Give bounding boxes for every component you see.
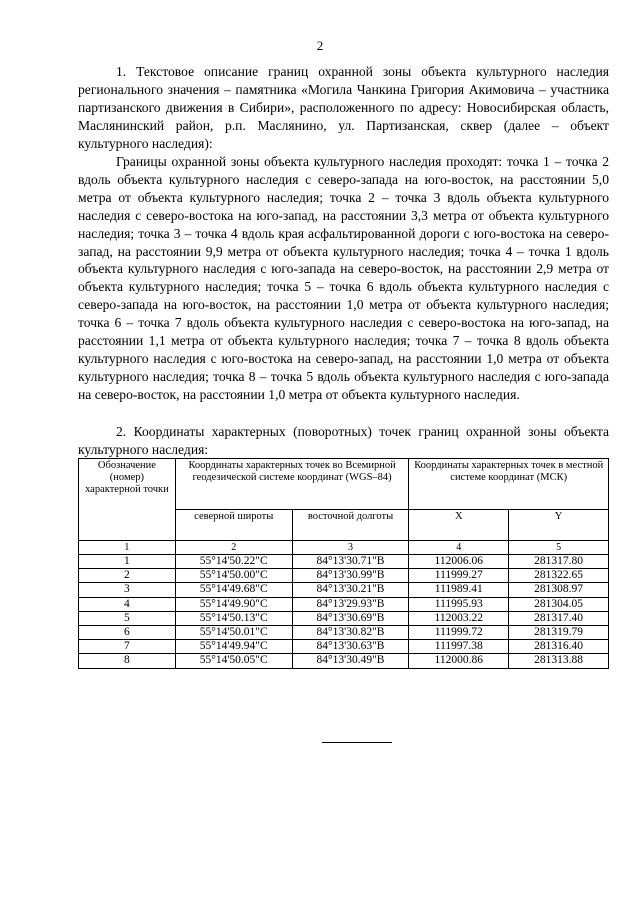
point-number: 6 — [79, 626, 176, 640]
y-value: 281319.79 — [509, 626, 609, 640]
latitude-value: 55°14'50.13"С — [175, 611, 292, 625]
longitude-value: 84°13'29.93"В — [292, 597, 409, 611]
longitude-value: 84°13'30.21"В — [292, 583, 409, 597]
table-row — [79, 640, 609, 654]
point-number: 3 — [79, 583, 176, 597]
paragraph: 1. Текстовое описание границ охранной зоны объекта культурного наследия регионального значения – памятника «Могила Чанкина Григория Акимовича – участника партизанского движения в Сибири», расположенного по адресу: Новосибирская область, Маслянинский район, р.п. Маслянино, ул. Партизанская, сквер (далее – объект культурного наследия): — [78, 64, 609, 151]
y-value: 281308.97 — [509, 583, 609, 597]
x-value: 111995.93 — [409, 597, 509, 611]
header-y: Y — [509, 510, 609, 541]
paragraph: Границы охранной зоны объекта культурного наследия проходят: точка 1 – точка 2 вдоль объекта культурного наследия с северо-запада на юго-восток, на расстоянии 5,0 метра от объекта культурного наследия; точка 2 – точка 3 вдоль объекта культурного наследия с северо-востока на юго-запад, на расстоянии 3,3 метра от объекта культурного наследия; точка 3 – точка 4 вдоль края асфальтированной дороги с юго-востока на северо-запад, на расстоянии 9,9 метра от объекта культурного наследия; точка 4 – точка 1 вдоль объекта культурного наследия с юго-запада на северо-восток, на расстоянии 2,9 метра от объекта культурного наследия; точка 5 – точка 6 вдоль объекта культурного наследия с северо-запада на юго-восток, на расстоянии 1,0 метра от объекта культурного наследия; точка 6 – точка 7 вдоль объекта культурного наследия с северо-востока на юго-запад, на расстоянии 1,1 метра от объекта культурного наследия; точка 7 – точка 8 вдоль объекта культурного наследия с юго-востока на северо-запад, на расстоянии 1,0 метра от объекта культурного наследия; точка 8 – точка 5 вдоль объекта культурного наследия с юго-запада на северо-восток, на расстоянии 1,0 метра от объекта культурного наследия. — [78, 154, 609, 402]
y-value: 281322.65 — [509, 569, 609, 583]
table-row — [79, 611, 609, 625]
table-row — [79, 569, 609, 583]
end-divider-line — [322, 742, 392, 743]
y-value: 281317.40 — [509, 611, 609, 625]
table-row — [79, 654, 609, 668]
y-value: 281313.88 — [509, 654, 609, 668]
paragraph-text-description — [78, 63, 609, 153]
point-number: 2 — [79, 569, 176, 583]
header-wgs84: Координаты характерных точек во Всемирной геодезической системе координат (WGS–84) — [175, 459, 409, 510]
longitude-value: 84°13'30.82"В — [292, 626, 409, 640]
point-number: 1 — [79, 555, 176, 569]
paragraph-coordinates-intro — [78, 423, 609, 459]
x-value: 111989.41 — [409, 583, 509, 597]
longitude-value: 84°13'30.69"В — [292, 611, 409, 625]
longitude-value: 84°13'30.99"В — [292, 569, 409, 583]
table-row — [79, 597, 609, 611]
header-x: X — [409, 510, 509, 541]
point-number: 8 — [79, 654, 176, 668]
x-value: 112006.06 — [409, 555, 509, 569]
latitude-value: 55°14'50.05"С — [175, 654, 292, 668]
table-row — [79, 583, 609, 597]
table-row — [79, 555, 609, 569]
column-number: 5 — [509, 541, 609, 555]
latitude-value: 55°14'49.94"С — [175, 640, 292, 654]
column-number: 1 — [79, 541, 176, 555]
table-row — [79, 626, 609, 640]
point-number: 4 — [79, 597, 176, 611]
coordinates-table — [78, 458, 609, 669]
point-number: 7 — [79, 640, 176, 654]
y-value: 281316.40 — [509, 640, 609, 654]
x-value: 112000.86 — [409, 654, 509, 668]
y-value: 281317.80 — [509, 555, 609, 569]
column-number: 3 — [292, 541, 409, 555]
longitude-value: 84°13'30.49"В — [292, 654, 409, 668]
latitude-value: 55°14'50.01"С — [175, 626, 292, 640]
longitude-value: 84°13'30.71"В — [292, 555, 409, 569]
header-msk: Координаты характерных точек в местной системе координат (МСК) — [409, 459, 609, 510]
point-number: 5 — [79, 611, 176, 625]
x-value: 111999.72 — [409, 626, 509, 640]
header-point-designation: Обозначение (номер) характерной точки — [79, 459, 176, 541]
header-latitude: северной широты — [175, 510, 292, 541]
latitude-value: 55°14'49.68"С — [175, 583, 292, 597]
x-value: 111999.27 — [409, 569, 509, 583]
column-number: 4 — [409, 541, 509, 555]
latitude-value: 55°14'50.00"С — [175, 569, 292, 583]
column-number: 2 — [175, 541, 292, 555]
y-value: 281304.05 — [509, 597, 609, 611]
page-number: 2 — [316, 38, 324, 53]
longitude-value: 84°13'30.63"В — [292, 640, 409, 654]
x-value: 112003.22 — [409, 611, 509, 625]
x-value: 111997.38 — [409, 640, 509, 654]
header-longitude: восточной долготы — [292, 510, 409, 541]
latitude-value: 55°14'50.22"С — [175, 555, 292, 569]
latitude-value: 55°14'49.90"С — [175, 597, 292, 611]
paragraph: 2. Координаты характерных (поворотных) точек границ охранной зоны объекта культурного наследия: — [78, 424, 609, 457]
paragraph-boundary-points — [78, 153, 609, 404]
